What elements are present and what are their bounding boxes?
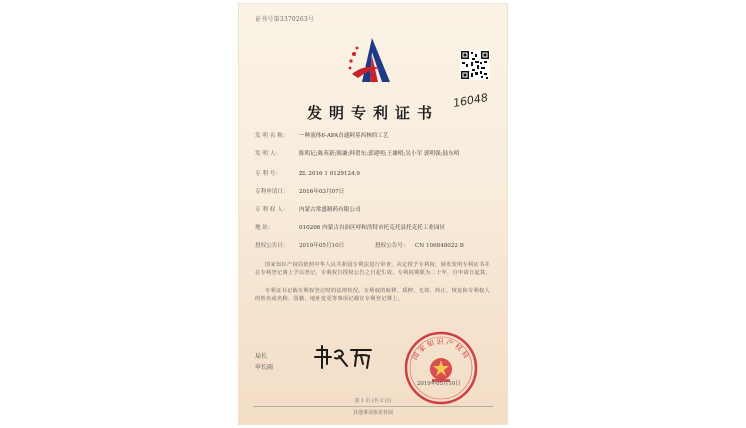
signatory-name: 申长雨 bbox=[255, 364, 274, 371]
field-value: 2016年03月07日 bbox=[299, 189, 345, 195]
field-value: 一种液体6-APA直通阿莫西林的工艺 bbox=[299, 133, 389, 139]
field-value: 2019年05月10日 bbox=[299, 243, 345, 249]
signatory-title: 局长 bbox=[255, 353, 268, 360]
field-value: ZL 2016 1 0129124.9 bbox=[299, 171, 360, 177]
field-patentee bbox=[255, 206, 489, 214]
field-patent-number bbox=[255, 170, 489, 178]
field-label: 地 址： bbox=[255, 225, 274, 231]
patent-certificate bbox=[239, 4, 507, 424]
official-seal-icon bbox=[402, 329, 480, 407]
field-value: CN 106848022 B bbox=[415, 243, 464, 249]
field-value: 陈明记;陈英新;陈谦;韩贺东;郭建明;王雄明;吴小军 郭明强;陆东明 bbox=[299, 151, 460, 157]
field-label: 授权公告号： bbox=[375, 243, 409, 249]
field-label: 专利申请日： bbox=[255, 189, 289, 195]
page-indicator: 第 1 页 (共 2 页) bbox=[354, 399, 392, 404]
seal-date: 2019年05月10日 bbox=[417, 381, 461, 387]
field-address bbox=[255, 224, 489, 232]
field-value: 010206 内蒙古自治区呼和浩特市托克托县托克托工业园区 bbox=[299, 225, 446, 231]
seal-text: 国家知识产权局 bbox=[410, 338, 472, 362]
handwritten-signature-icon bbox=[313, 344, 375, 370]
field-invention-name bbox=[255, 132, 489, 140]
field-filing-date bbox=[255, 188, 489, 196]
certificate-title: 发明专利证书 bbox=[306, 104, 439, 122]
footer-divider bbox=[253, 406, 493, 407]
certificate-number: 证书号第3370263号 bbox=[255, 16, 315, 23]
field-label: 发 明 人： bbox=[255, 151, 281, 157]
handwritten-note: 16048 bbox=[452, 91, 489, 110]
signatory-block bbox=[255, 351, 273, 373]
qr-code-icon bbox=[460, 50, 490, 80]
field-label: 专 利 权 人： bbox=[255, 207, 289, 213]
field-value: 内蒙古常盛制药有限公司 bbox=[299, 207, 361, 213]
footer-note: 其他事项参见背面 bbox=[352, 410, 393, 416]
statement-paragraph: 专利证书记载专利权登记时的法律状况。专利权的转移、质押、无效、终止、恢复和专利权人的姓名或名称、国籍、地址变更等事项记载在专利登记簿上。 bbox=[255, 288, 490, 303]
field-label: 专 利 号： bbox=[255, 171, 281, 177]
cnipa-logo-icon bbox=[346, 34, 394, 88]
field-inventors bbox=[255, 150, 489, 158]
field-grant-date bbox=[255, 242, 491, 250]
field-label: 授权公告日： bbox=[255, 243, 289, 249]
field-label: 发 明 名 称： bbox=[255, 133, 289, 139]
statement-paragraph: 国家知识产权局依照中华人民共和国专利法进行审查，决定授予专利权，颁发发明专利证书并在专利登记簿上予以登记。专利权自授权公告之日起生效。专利权期限为二十年，自申请日起算。 bbox=[255, 262, 491, 277]
